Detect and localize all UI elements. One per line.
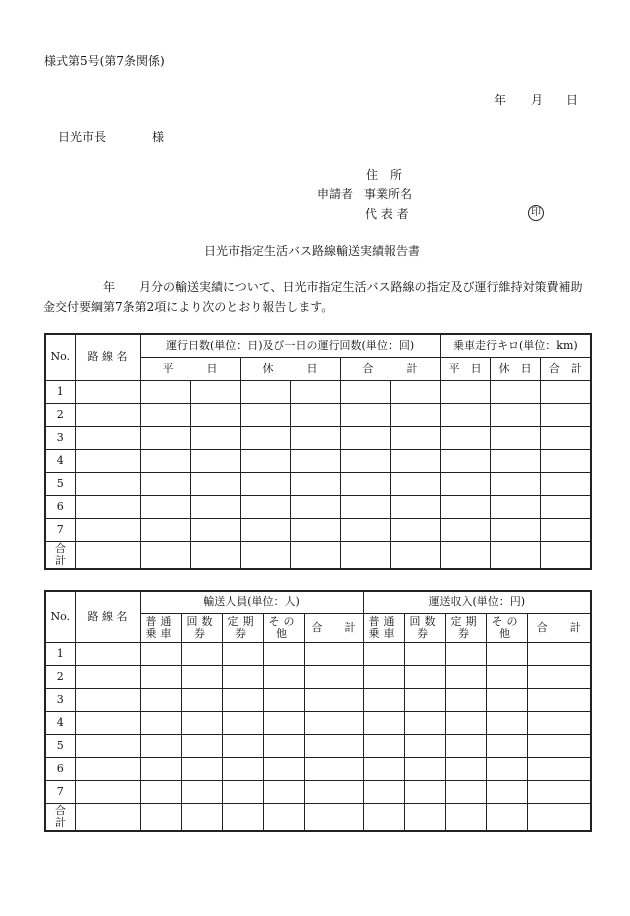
table-row: 3: [45, 688, 591, 711]
holiday-subheader: 休 日: [240, 357, 340, 380]
table-row: 1: [45, 380, 591, 403]
commuter-pass-header: 定期券: [222, 613, 263, 642]
km-holiday-subheader: 休 日: [490, 357, 540, 380]
table-row: 7: [45, 780, 591, 803]
operations-header: 運行日数(単位：日)及び一日の運行回数(単位：回): [140, 334, 440, 357]
revenue-total-header: 合 計: [527, 613, 591, 642]
revenue-commuter-header: 定期券: [445, 613, 486, 642]
passengers-header: 輸送人員(単位：人): [140, 591, 363, 613]
seal-mark: 印: [528, 204, 544, 221]
report-title: 日光市指定生活バス路線輸送実績報告書: [204, 244, 421, 258]
revenue-other-header: その他: [486, 613, 527, 642]
table-row: 6: [45, 757, 591, 780]
total-subheader: 合 計: [340, 357, 440, 380]
other-header: その他: [263, 613, 304, 642]
km-weekday-subheader: 平 日: [440, 357, 490, 380]
office-label: 事業所名: [364, 187, 413, 201]
no-header-2: No.: [45, 591, 75, 642]
table-row: 5: [45, 734, 591, 757]
table-row: 3: [45, 426, 591, 449]
km-total-subheader: 合 計: [540, 357, 591, 380]
body-line-1: 年 月分の輸送実績について、日光市指定生活バス路線の指定及び運行維持対策費補助: [103, 280, 583, 294]
representative-label: 代 表 者: [365, 207, 409, 221]
no-header: No.: [45, 334, 75, 380]
table-row: 1: [45, 642, 591, 665]
table-row: 2: [45, 403, 591, 426]
date-day-label: 日: [566, 93, 579, 107]
date-year-label: 年: [494, 93, 507, 107]
table-row: 6: [45, 495, 591, 518]
date-month-label: 月: [531, 93, 544, 107]
table-row: 4: [45, 711, 591, 734]
applicant-label: 申請者: [317, 187, 354, 201]
total-row: 合計: [45, 541, 591, 569]
table-row: 4: [45, 449, 591, 472]
passenger-revenue-table: [44, 590, 592, 832]
address-label: 住 所: [366, 168, 403, 182]
table-row: 7: [45, 518, 591, 541]
table-row: 2: [45, 665, 591, 688]
total-row: 合計: [45, 803, 591, 831]
addressee-name: 日光市長: [58, 130, 107, 144]
revenue-coupon-header: 回数券: [404, 613, 445, 642]
route-header-2: 路 線 名: [75, 591, 140, 642]
ordinary-fare-header: 普通乗車: [140, 613, 181, 642]
revenue-header: 運送収入(単位：円): [363, 591, 591, 613]
body-line-2: 金交付要綱第7条第2項により次のとおり報告します。: [43, 300, 334, 314]
operations-table: [44, 333, 592, 570]
passenger-total-header: 合 計: [304, 613, 363, 642]
weekday-subheader: 平 日: [140, 357, 240, 380]
km-header: 乗車走行キロ(単位：km): [440, 334, 591, 357]
form-number: 様式第5号(第7条関係): [44, 54, 165, 68]
revenue-ordinary-header: 普通乗車: [363, 613, 404, 642]
coupon-header: 回数券: [181, 613, 222, 642]
table-row: 5: [45, 472, 591, 495]
route-header: 路 線 名: [75, 334, 140, 380]
addressee-honorific: 様: [152, 130, 165, 144]
